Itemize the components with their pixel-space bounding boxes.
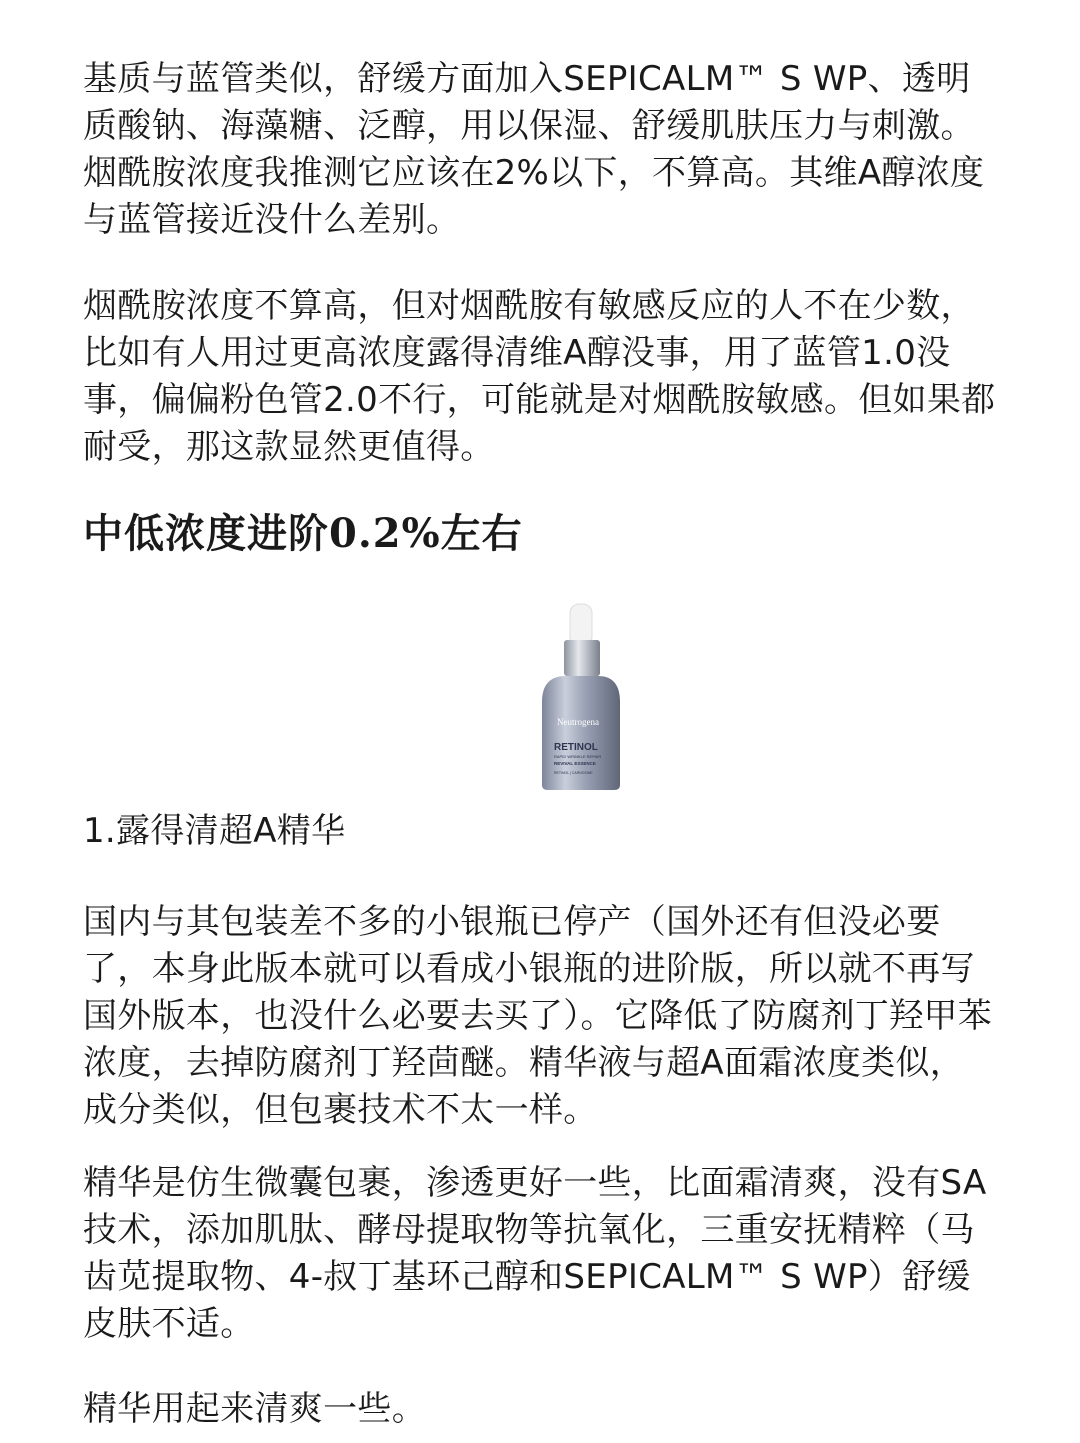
product-line-3: RETINOL | CARNOSINE: [554, 771, 593, 775]
paragraph-intro: 基质与蓝管类似，舒缓方面加入SEPICALM™ S WP、透明质酸钠、海藻糖、泛醇，用以保湿、舒缓肌肤压力与刺激。 烟酰胺浓度我推测它应该在2%以下，不算高。其维A醇浓度与蓝管接近没什么差别。: [83, 59, 985, 240]
paragraph-encapsulation: 精华是仿生微囊包裹，渗透更好一些，比面霜清爽，没有SA技术，添加肌肽、酵母提取物等抗氧化，三重安抚精粹（马齿苋提取物、4-叔丁基环己醇和SEPICALM™ S WP）舒缓皮肤不适。: [83, 1163, 987, 1344]
product-line-1: RAPID WRINKLE REPAIR: [554, 754, 602, 759]
paragraph-feel: 精华用起来清爽一些。: [83, 1389, 426, 1429]
product-bottle-image: [520, 600, 660, 795]
product-brand: Neutrogena: [557, 717, 599, 727]
paragraph-packaging: 国内与其包装差不多的小银瓶已停产（国外还有但没必要了，本身此版本就可以看成小银瓶的进阶版，所以就不再写国外版本，也没什么必要去买了）。它降低了防腐剂丁羟甲苯浓度，去掉防腐剂丁羟茴醚。精华液与超A面霜浓度类似，成分类似，但包裹技术不太一样。: [83, 902, 993, 1130]
product-name: RETINOL: [554, 742, 598, 753]
item-title: 1.露得清超A精华: [83, 811, 346, 851]
paragraph-niacinamide: 烟酰胺浓度不算高，但对烟酰胺有敏感反应的人不在少数，比如有人用过更高浓度露得清维A醇没事，用了蓝管1.0没事，偏偏粉色管2.0不行，可能就是对烟酰胺敏感。但如果都耐受，那这款显然更值得。: [83, 286, 996, 467]
section-heading: 中低浓度进阶0.2%左右: [83, 510, 523, 557]
product-line-2: REVIVAL ESSENCE: [554, 761, 596, 766]
